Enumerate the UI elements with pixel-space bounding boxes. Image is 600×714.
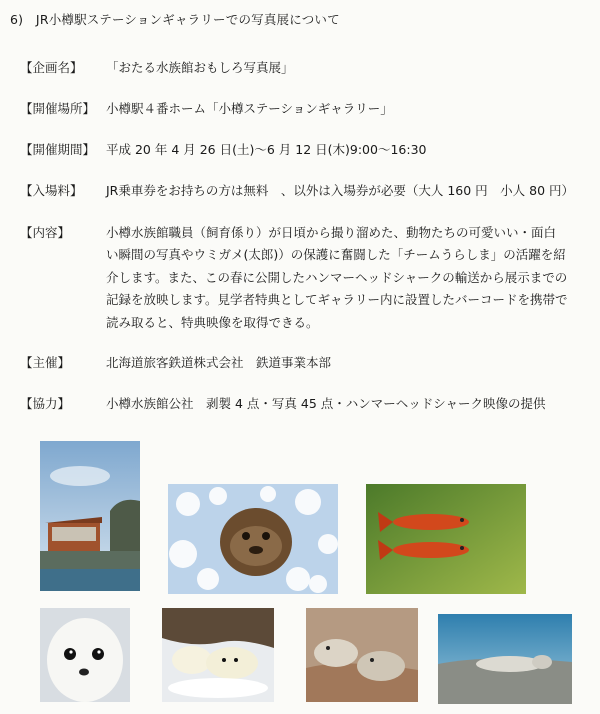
section-heading: 6) JR小樽駅ステーションギャラリーでの写真展について (10, 12, 340, 27)
label-content: 【内容】 (20, 225, 71, 240)
value-organizer: 北海道旅客鉄道株式会社 鉄道事業本部 (106, 355, 332, 370)
content-line: い瞬間の写真やウミガメ(太郎)）の保護に奮闘した「チームうらしま」の活躍を紹 (106, 247, 566, 263)
content-line: 小樽水族館職員（飼育係り）が日頃から撮り溜めた、動物たちの可愛いい・面白 (106, 225, 557, 240)
content-paragraph (106, 222, 590, 334)
value-period: 平成 20 年 4 月 26 日(土)～6 月 12 日(木)9:00～16:30 (106, 142, 427, 157)
label-cooperation: 【協力】 (20, 396, 71, 411)
photo-seal-in-ice (168, 484, 338, 594)
label-period: 【開催期間】 (20, 142, 96, 157)
value-admission: JR乗車券をお持ちの方は無料 、以外は入場券が必要（大人 160 円 小人 80 円） (106, 183, 575, 198)
value-cooperation: 小樽水族館公社 剥製 4 点・写真 45 点・ハンマーヘッドシャーク映像の提供 (106, 396, 546, 411)
photo-seals-on-rocks (306, 608, 418, 702)
label-venue: 【開催場所】 (20, 101, 96, 116)
label-admission: 【入場料】 (20, 183, 83, 198)
content-line: 記録を放映します。見学者特典としてギャラリー内に設置したバーコードを携帯で (106, 292, 568, 308)
photo-seal-pups (162, 608, 274, 702)
value-event-name: 「おたる水族館おもしろ写真展」 (106, 60, 294, 75)
label-organizer: 【主催】 (20, 355, 71, 370)
label-event-name: 【企画名】 (20, 60, 83, 75)
photo-seal-in-pool (438, 614, 572, 704)
photo-aquarium-stage (40, 441, 140, 591)
value-venue: 小樽駅４番ホーム「小樽ステーションギャラリー」 (106, 101, 393, 116)
content-line: 介します。また、この春に公開したハンマーヘッドシャークの輸送から展示までの (106, 269, 568, 285)
photo-red-fish (366, 484, 526, 594)
content-line: 読み取ると、特典映像を取得できる。 (106, 314, 319, 330)
photo-white-seal-pup (40, 608, 130, 702)
